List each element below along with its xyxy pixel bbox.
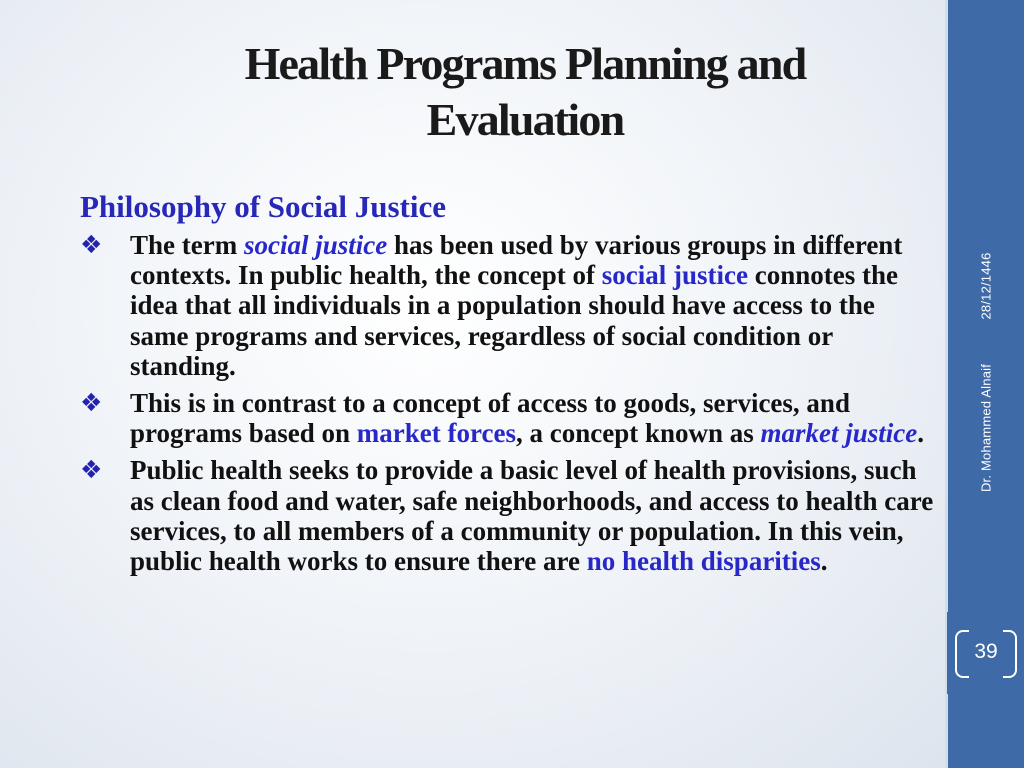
bullet-text-segment: . <box>917 418 925 449</box>
bullet-text-segment: social justice <box>601 260 748 291</box>
slide-author: Dr. Mohammed Alnaif <box>978 363 994 493</box>
bullet-text-segment: market forces <box>356 418 516 449</box>
bullet-text-segment: , a concept known as <box>515 418 761 449</box>
bullet-text-segment: The term <box>130 230 244 260</box>
bullet-item <box>80 455 940 576</box>
bullet-text-segment: has been used by various groups in different contexts. In public health, the concept of <box>130 230 903 291</box>
bullet-text-segment: This is in contrast to a concept of access to goods, services, and programs based on <box>130 388 850 449</box>
diamond-bullet-icon: ❖ <box>80 230 103 259</box>
bullet-text-segment: social justice <box>243 230 388 260</box>
bullet-text-segment: no health disparities <box>586 546 821 577</box>
diamond-bullet-icon: ❖ <box>80 455 103 485</box>
bullet-list <box>80 230 940 583</box>
bullet-text-segment: market justice <box>760 418 918 449</box>
page-number: 39 <box>974 640 998 663</box>
slide-title-line-1: Health Programs Planning and <box>244 38 806 89</box>
slide-date: 28/12/1446 <box>978 252 994 320</box>
slide-title <box>80 36 970 148</box>
bullet-text-segment: Public health seeks to provide a basic level of health provisions, such as clean food and water, safe neighborhoods, and access to health care services, to all members of a community or population. In this vein, public health works to ensure there are <box>130 455 934 577</box>
page-number-badge <box>955 630 1017 678</box>
bullet-text-segment: connotes the idea that all individuals in a population should have access to the same programs and services, regardless of social condition or standing. <box>130 260 898 381</box>
bullet-text-segment: . <box>820 546 828 577</box>
diamond-bullet-icon: ❖ <box>80 388 103 418</box>
section-heading: Philosophy of Social Justice <box>80 189 447 224</box>
slide-title-line-2: Evaluation <box>426 94 624 145</box>
bullet-item <box>80 388 940 448</box>
bullet-item <box>80 230 940 381</box>
